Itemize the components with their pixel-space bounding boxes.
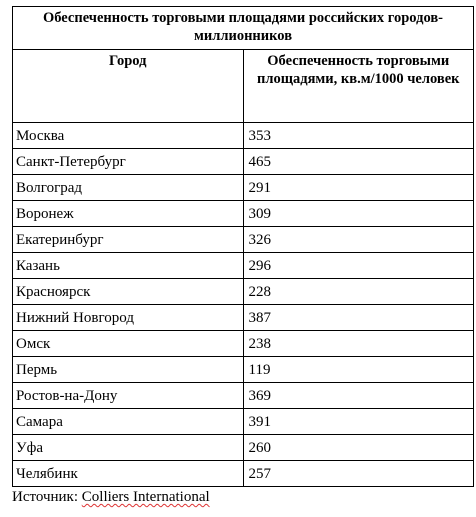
- cell-value: 291: [243, 175, 474, 201]
- cell-value: 369: [243, 383, 474, 409]
- table-row: [13, 461, 474, 487]
- source-name: Colliers International: [81, 489, 210, 505]
- table-row: [13, 435, 474, 461]
- cell-city: Пермь: [13, 357, 244, 383]
- table-row: [13, 149, 474, 175]
- cell-value: 296: [243, 253, 474, 279]
- cell-city: Казань: [13, 253, 244, 279]
- cell-value: 387: [243, 305, 474, 331]
- cell-city: Нижний Новгород: [13, 305, 244, 331]
- table-header-row: [13, 50, 474, 123]
- table-row: [13, 175, 474, 201]
- cell-value: 238: [243, 331, 474, 357]
- cell-value: 391: [243, 409, 474, 435]
- source-note: [12, 487, 474, 507]
- cell-city: Волгоград: [13, 175, 244, 201]
- table-row: [13, 383, 474, 409]
- column-header-city: Город: [13, 50, 244, 123]
- cell-city: Красноярск: [13, 279, 244, 305]
- cell-value: 119: [243, 357, 474, 383]
- cell-value: 353: [243, 123, 474, 149]
- table-row: [13, 279, 474, 305]
- cell-city: Уфа: [13, 435, 244, 461]
- table-row: [13, 409, 474, 435]
- cities-retail-space-table: [12, 6, 474, 487]
- table-caption: Обеспеченность торговыми площадями российских городов-миллионников: [13, 7, 474, 50]
- table-row: [13, 227, 474, 253]
- cell-value: 465: [243, 149, 474, 175]
- cell-city: Санкт-Петербург: [13, 149, 244, 175]
- column-header-value: Обеспеченность торговыми площадями, кв.м/1000 человек: [243, 50, 474, 123]
- table-row: [13, 201, 474, 227]
- cell-city: Москва: [13, 123, 244, 149]
- cell-value: 260: [243, 435, 474, 461]
- table-row: [13, 253, 474, 279]
- cell-city: Ростов-на-Дону: [13, 383, 244, 409]
- document-page: [12, 6, 474, 507]
- source-label: Источник:: [12, 489, 79, 505]
- cell-value: 228: [243, 279, 474, 305]
- cell-city: Воронеж: [13, 201, 244, 227]
- cell-value: 309: [243, 201, 474, 227]
- table-row: [13, 305, 474, 331]
- cell-city: Екатеринбург: [13, 227, 244, 253]
- table-row: [13, 357, 474, 383]
- cell-city: Омск: [13, 331, 244, 357]
- cell-city: Челябинк: [13, 461, 244, 487]
- cell-value: 326: [243, 227, 474, 253]
- cell-city: Самара: [13, 409, 244, 435]
- table-row: [13, 331, 474, 357]
- table-caption-row: [13, 7, 474, 50]
- cell-value: 257: [243, 461, 474, 487]
- table-row: [13, 123, 474, 149]
- table-body: [13, 123, 474, 487]
